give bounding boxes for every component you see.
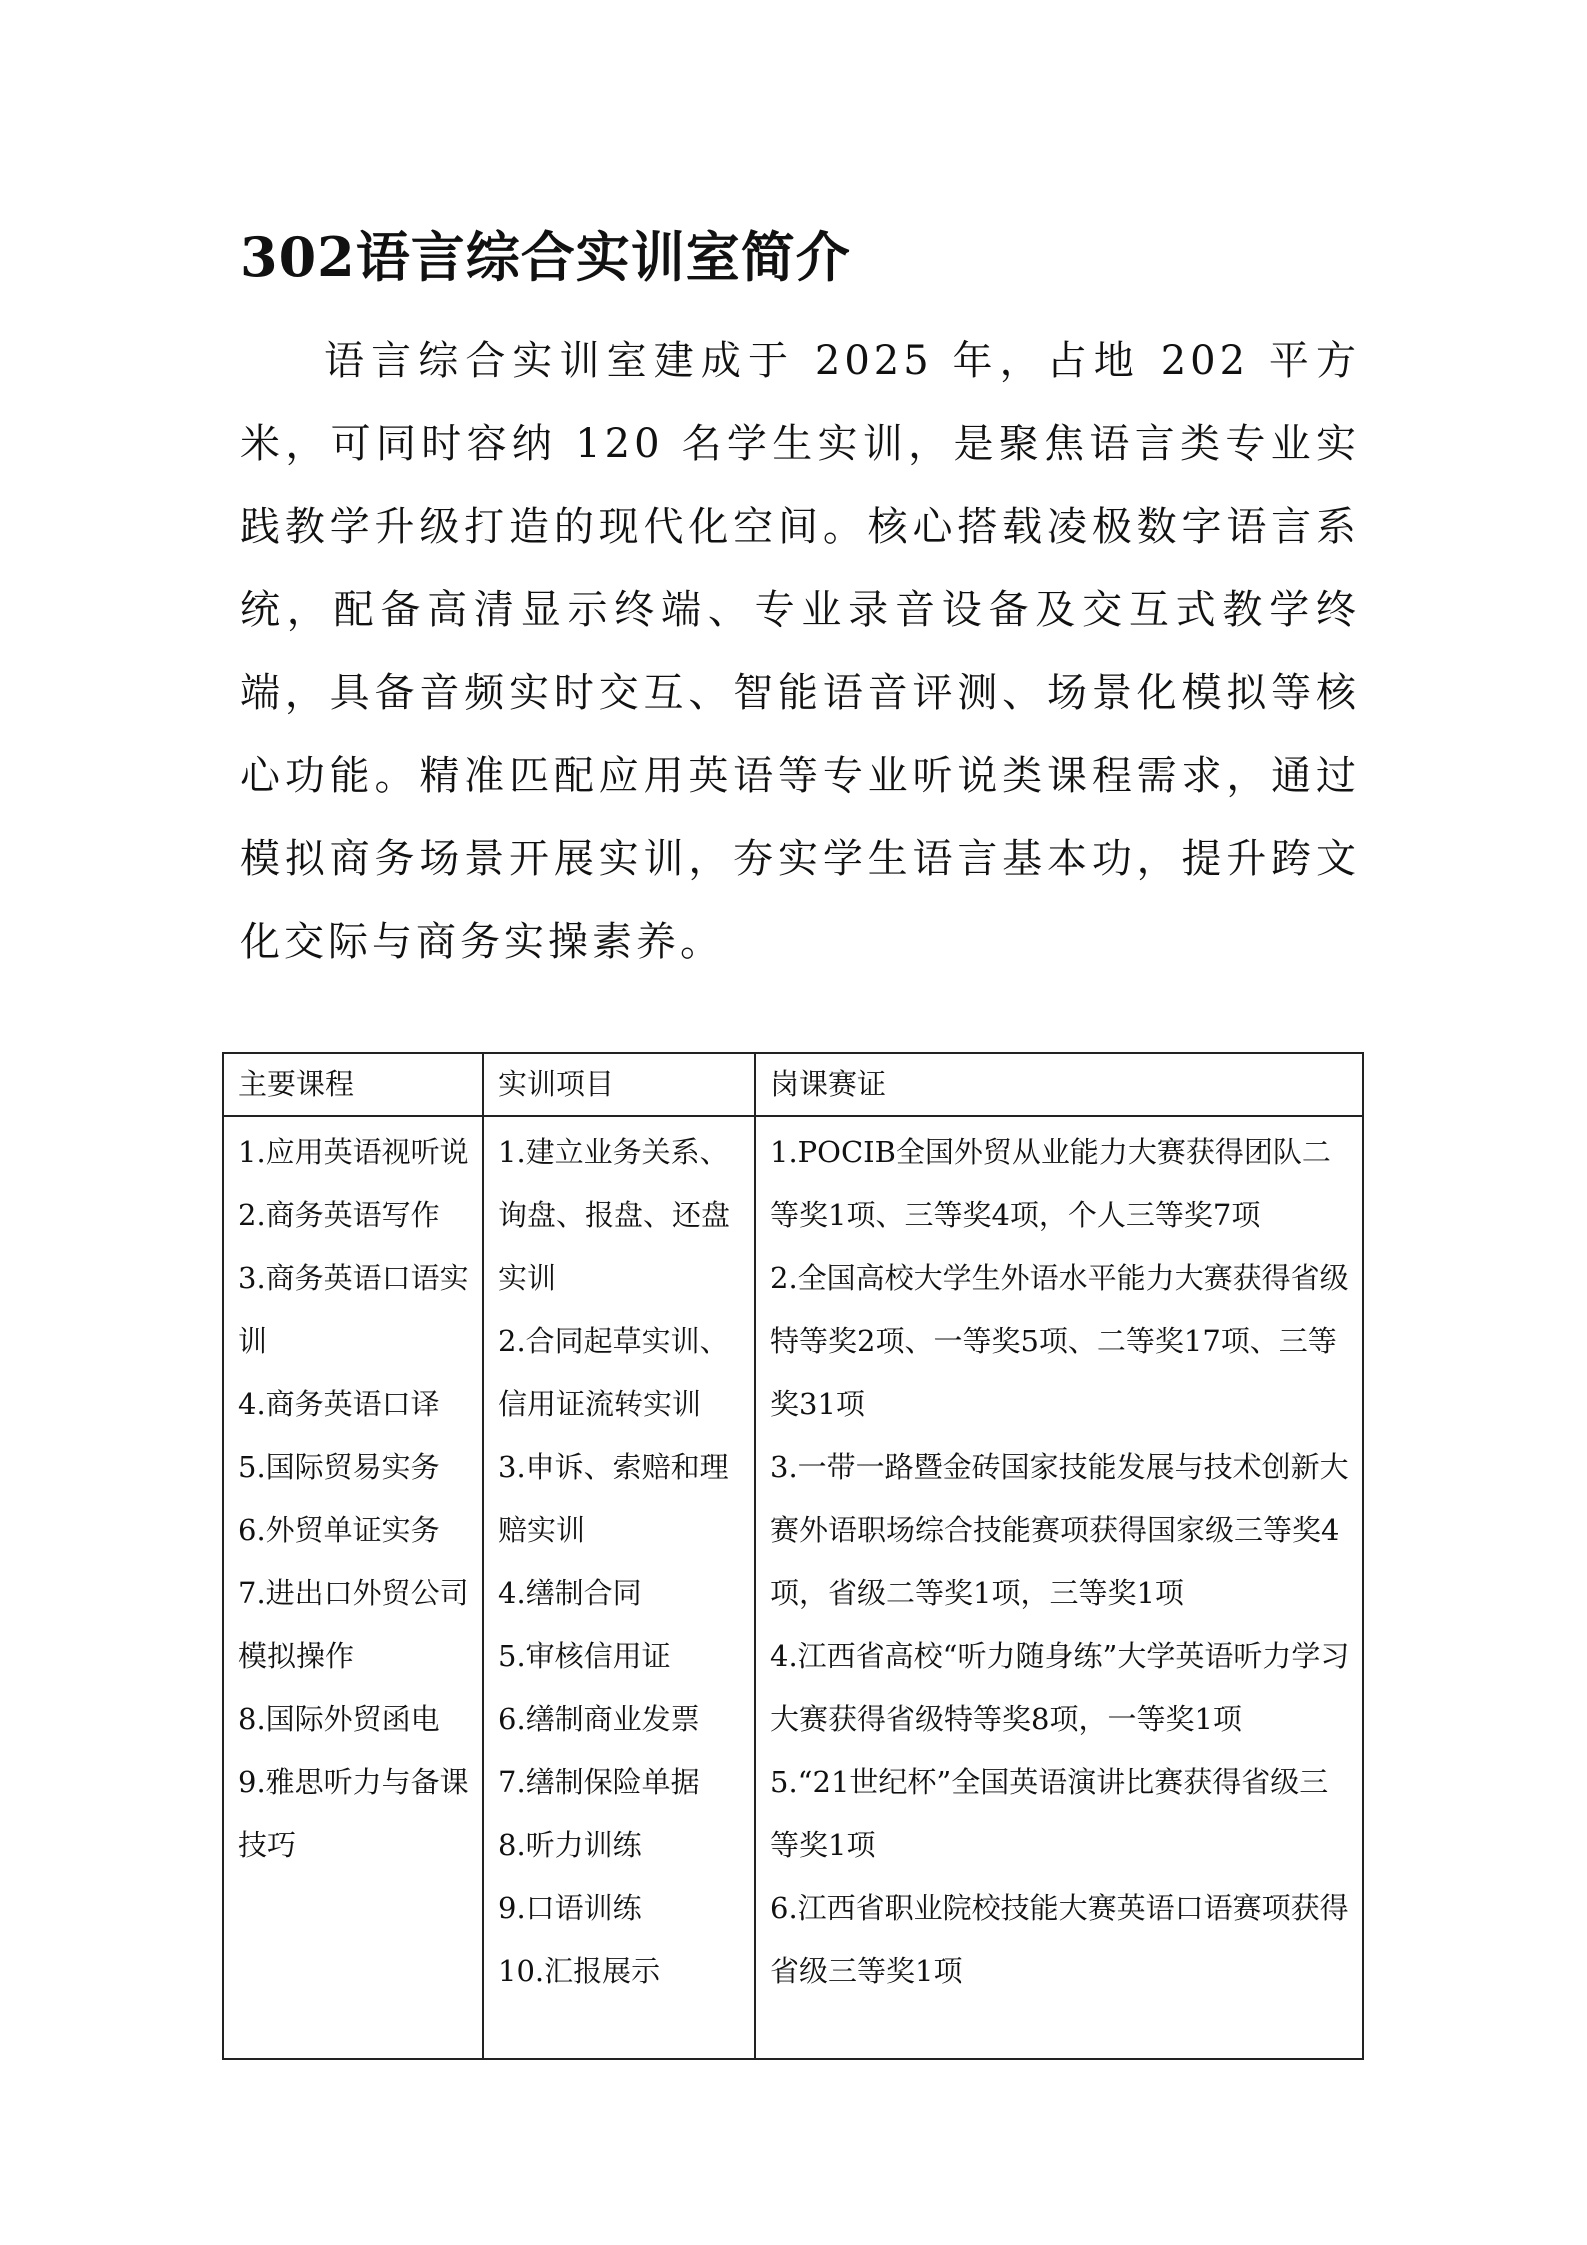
project-item: 7.缮制保险单据 xyxy=(498,1765,700,1799)
course-item: 5.国际贸易实务 xyxy=(238,1450,440,1484)
course-item: 3.商务英语口语实训 xyxy=(238,1261,469,1358)
header-projects: 实训项目 xyxy=(483,1053,755,1116)
course-item: 9.雅思听力与备课技巧 xyxy=(238,1765,469,1862)
course-item: 2.商务英语写作 xyxy=(238,1198,440,1232)
header-courses: 主要课程 xyxy=(223,1053,483,1116)
projects-cell xyxy=(483,1116,755,2059)
course-item: 1.应用英语视听说 xyxy=(238,1135,469,1169)
courses-list xyxy=(238,1121,470,1877)
project-item: 9.口语训练 xyxy=(498,1891,642,1925)
awards-cell xyxy=(755,1116,1363,2059)
award-item: 4.江西省高校“听力随身练”大学英语听力学习大赛获得省级特等奖8项，一等奖1项 xyxy=(770,1639,1350,1736)
project-item: 2.合同起草实训、信用证流转实训 xyxy=(498,1324,729,1421)
award-item: 1.POCIB全国外贸从业能力大赛获得团队二等奖1项、三等奖4项，个人三等奖7项 xyxy=(770,1135,1331,1232)
project-item: 10.汇报展示 xyxy=(498,1954,661,1988)
project-item: 4.缮制合同 xyxy=(498,1576,642,1610)
project-item: 5.审核信用证 xyxy=(498,1639,671,1673)
info-table xyxy=(222,1052,1364,2060)
projects-list xyxy=(498,1121,742,2003)
page-title: 302语言综合实训室简介 xyxy=(240,225,851,289)
award-item: 2.全国高校大学生外语水平能力大赛获得省级特等奖2项、一等奖5项、二等奖17项、三等奖31项 xyxy=(770,1261,1349,1421)
award-item: 5.“21世纪杯”全国英语演讲比赛获得省级三等奖1项 xyxy=(770,1765,1329,1862)
course-item: 8.国际外贸函电 xyxy=(238,1702,440,1736)
intro-paragraph: 语言综合实训室建成于 2025 年，占地 202 平方米，可同时容纳 120 名学生实训，是聚焦语言类专业实践教学升级打造的现代化空间。核心搭载凌极数字语言系统，配备高清显示终端、专业录音设备及交互式教学终端，具备音频实时交互、智能语音评测、场景化模拟等核心功能。精准匹配应用英语等专业听说类课程需求，通过模拟商务场景开展实训，夯实学生语言基本功，提升跨文化交际与商务实操素养。 xyxy=(240,338,1360,965)
course-item: 6.外贸单证实务 xyxy=(238,1513,440,1547)
project-item: 3.申诉、索赔和理赔实训 xyxy=(498,1450,729,1547)
course-item: 7.进出口外贸公司模拟操作 xyxy=(238,1576,469,1673)
award-item: 3.一带一路暨金砖国家技能发展与技术创新大赛外语职场综合技能赛项获得国家级三等奖4项，省级二等奖1项，三等奖1项 xyxy=(770,1450,1349,1610)
awards-list xyxy=(770,1121,1350,2003)
header-awards: 岗课赛证 xyxy=(755,1053,1363,1116)
project-item: 6.缮制商业发票 xyxy=(498,1702,700,1736)
table-row xyxy=(223,1116,1363,2059)
courses-cell xyxy=(223,1116,483,2059)
course-item: 4.商务英语口译 xyxy=(238,1387,440,1421)
project-item: 1.建立业务关系、询盘、报盘、还盘实训 xyxy=(498,1135,731,1295)
award-item: 6.江西省职业院校技能大赛英语口语赛项获得省级三等奖1项 xyxy=(770,1891,1349,1988)
table-header-row xyxy=(223,1053,1363,1116)
project-item: 8.听力训练 xyxy=(498,1828,642,1862)
